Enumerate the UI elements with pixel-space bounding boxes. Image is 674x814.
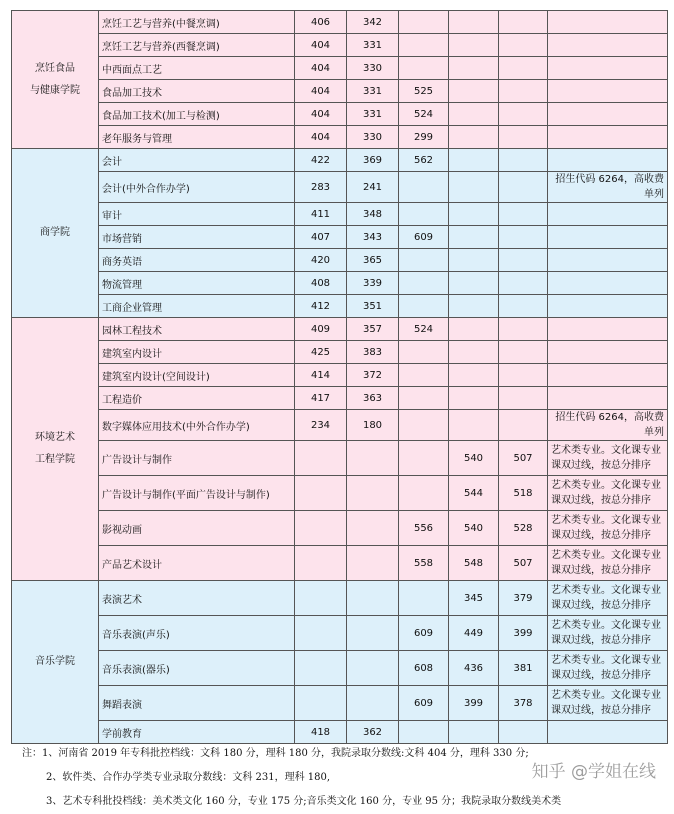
score-cell bbox=[499, 721, 548, 744]
note-cell bbox=[548, 149, 668, 172]
score-cell: 365 bbox=[347, 249, 399, 272]
score-cell: 404 bbox=[295, 103, 347, 126]
major-cell: 审计 bbox=[99, 203, 295, 226]
table-row bbox=[12, 410, 668, 441]
table-row bbox=[12, 11, 668, 34]
major-cell: 老年服务与管理 bbox=[99, 126, 295, 149]
score-cell bbox=[399, 721, 449, 744]
table-row bbox=[12, 616, 668, 651]
score-cell: 331 bbox=[347, 34, 399, 57]
note-cell bbox=[548, 34, 668, 57]
major-cell: 烹饪工艺与营养(西餐烹调) bbox=[99, 34, 295, 57]
table-row bbox=[12, 476, 668, 511]
score-cell: 540 bbox=[449, 441, 499, 476]
table-row bbox=[12, 511, 668, 546]
score-cell bbox=[499, 126, 548, 149]
score-cell bbox=[449, 272, 499, 295]
score-cell bbox=[347, 441, 399, 476]
major-cell: 食品加工技术 bbox=[99, 80, 295, 103]
score-cell: 556 bbox=[399, 511, 449, 546]
score-cell: 418 bbox=[295, 721, 347, 744]
note-cell bbox=[548, 80, 668, 103]
score-cell: 525 bbox=[399, 80, 449, 103]
college-cell: 商学院 bbox=[12, 149, 99, 318]
major-cell: 影视动画 bbox=[99, 511, 295, 546]
major-cell: 数字媒体应用技术(中外合作办学) bbox=[99, 410, 295, 441]
major-cell: 会计 bbox=[99, 149, 295, 172]
note-cell bbox=[548, 226, 668, 249]
note-cell: 招生代码 6264，高收费单列 bbox=[548, 172, 668, 203]
note-cell bbox=[548, 272, 668, 295]
score-cell: 524 bbox=[399, 103, 449, 126]
table-row bbox=[12, 721, 668, 744]
major-cell: 建筑室内设计 bbox=[99, 341, 295, 364]
score-cell: 507 bbox=[499, 441, 548, 476]
score-cell: 406 bbox=[295, 11, 347, 34]
score-cell: 357 bbox=[347, 318, 399, 341]
score-cell bbox=[295, 616, 347, 651]
score-cell bbox=[295, 476, 347, 511]
score-cell: 241 bbox=[347, 172, 399, 203]
score-cell: 348 bbox=[347, 203, 399, 226]
footnote-3: 3、艺术专科批投档线：美术类文化 160 分，专业 175 分;音乐类文化 160 分，专业 95 分；我院录取分数线美术类 bbox=[46, 796, 562, 807]
note-cell bbox=[548, 203, 668, 226]
score-cell bbox=[449, 364, 499, 387]
score-cell: 544 bbox=[449, 476, 499, 511]
note-cell: 艺术类专业。文化课专业课双过线，按总分排序 bbox=[548, 546, 668, 581]
note-cell bbox=[548, 341, 668, 364]
score-cell bbox=[499, 387, 548, 410]
score-cell bbox=[499, 149, 548, 172]
score-cell: 558 bbox=[399, 546, 449, 581]
score-cell bbox=[499, 272, 548, 295]
score-cell bbox=[399, 410, 449, 441]
major-cell: 中西面点工艺 bbox=[99, 57, 295, 80]
major-cell: 表演艺术 bbox=[99, 581, 295, 616]
score-cell: 528 bbox=[499, 511, 548, 546]
table-row bbox=[12, 226, 668, 249]
table-row bbox=[12, 387, 668, 410]
score-cell: 330 bbox=[347, 126, 399, 149]
score-cell bbox=[399, 476, 449, 511]
score-cell: 414 bbox=[295, 364, 347, 387]
score-cell bbox=[399, 203, 449, 226]
score-cell bbox=[499, 80, 548, 103]
score-cell bbox=[499, 364, 548, 387]
score-cell: 609 bbox=[399, 616, 449, 651]
score-cell: 409 bbox=[295, 318, 347, 341]
score-cell: 562 bbox=[399, 149, 449, 172]
score-cell bbox=[399, 272, 449, 295]
score-cell bbox=[347, 686, 399, 721]
score-cell bbox=[399, 57, 449, 80]
watermark: 知乎 @学姐在线 bbox=[531, 762, 656, 782]
score-cell: 540 bbox=[449, 511, 499, 546]
score-cell bbox=[449, 103, 499, 126]
major-cell: 工商企业管理 bbox=[99, 295, 295, 318]
score-cell bbox=[295, 511, 347, 546]
score-cell bbox=[347, 581, 399, 616]
score-cell bbox=[399, 249, 449, 272]
score-cell bbox=[295, 441, 347, 476]
major-cell: 烹饪工艺与营养(中餐烹调) bbox=[99, 11, 295, 34]
score-cell: 331 bbox=[347, 103, 399, 126]
score-cell bbox=[399, 11, 449, 34]
note-cell: 艺术类专业。文化课专业课双过线，按总分排序 bbox=[548, 581, 668, 616]
score-cell: 404 bbox=[295, 126, 347, 149]
score-cell bbox=[449, 387, 499, 410]
score-cell: 524 bbox=[399, 318, 449, 341]
score-cell bbox=[449, 721, 499, 744]
score-cell: 408 bbox=[295, 272, 347, 295]
score-cell bbox=[499, 103, 548, 126]
score-cell bbox=[499, 295, 548, 318]
score-cell bbox=[449, 341, 499, 364]
note-cell bbox=[548, 103, 668, 126]
note-cell: 艺术类专业。文化课专业课双过线，按总分排序 bbox=[548, 686, 668, 721]
score-cell bbox=[295, 651, 347, 686]
college-cell: 环境艺术 工程学院 bbox=[12, 318, 99, 581]
score-cell bbox=[499, 172, 548, 203]
score-cell bbox=[449, 249, 499, 272]
score-cell: 342 bbox=[347, 11, 399, 34]
major-cell: 商务英语 bbox=[99, 249, 295, 272]
score-cell bbox=[499, 249, 548, 272]
top-strip bbox=[0, 0, 674, 10]
major-cell: 园林工程技术 bbox=[99, 318, 295, 341]
score-cell bbox=[449, 318, 499, 341]
score-cell: 609 bbox=[399, 226, 449, 249]
table-row bbox=[12, 103, 668, 126]
score-cell: 425 bbox=[295, 341, 347, 364]
note-cell bbox=[548, 295, 668, 318]
table-row bbox=[12, 441, 668, 476]
note-cell bbox=[548, 364, 668, 387]
score-cell bbox=[399, 295, 449, 318]
table-row bbox=[12, 341, 668, 364]
score-cell: 412 bbox=[295, 295, 347, 318]
table-row bbox=[12, 546, 668, 581]
score-cell: 351 bbox=[347, 295, 399, 318]
score-cell: 339 bbox=[347, 272, 399, 295]
score-cell: 518 bbox=[499, 476, 548, 511]
table-row bbox=[12, 34, 668, 57]
score-cell: 331 bbox=[347, 80, 399, 103]
score-cell bbox=[499, 203, 548, 226]
score-cell bbox=[295, 581, 347, 616]
major-cell: 物流管理 bbox=[99, 272, 295, 295]
table-row bbox=[12, 364, 668, 387]
major-cell: 学前教育 bbox=[99, 721, 295, 744]
note-cell: 艺术类专业。文化课专业课双过线，按总分排序 bbox=[548, 616, 668, 651]
note-cell: 招生代码 6264，高收费单列 bbox=[548, 410, 668, 441]
score-cell: 378 bbox=[499, 686, 548, 721]
score-cell bbox=[449, 57, 499, 80]
table-row bbox=[12, 126, 668, 149]
score-cell bbox=[399, 34, 449, 57]
table-row bbox=[12, 203, 668, 226]
note-cell: 艺术类专业。文化课专业课双过线，按总分排序 bbox=[548, 476, 668, 511]
score-cell: 345 bbox=[449, 581, 499, 616]
major-cell: 会计(中外合作办学) bbox=[99, 172, 295, 203]
footnote-1: 注：1、河南省 2019 年专科批控档线：文科 180 分，理科 180 分，我院录取分数线:文科 404 分，理科 330 分; bbox=[22, 748, 529, 759]
table-row bbox=[12, 651, 668, 686]
major-cell: 建筑室内设计(空间设计) bbox=[99, 364, 295, 387]
major-cell: 市场营销 bbox=[99, 226, 295, 249]
table-row bbox=[12, 581, 668, 616]
score-cell bbox=[399, 341, 449, 364]
score-cell bbox=[449, 203, 499, 226]
score-cell: 381 bbox=[499, 651, 548, 686]
score-cell bbox=[347, 511, 399, 546]
score-cell: 507 bbox=[499, 546, 548, 581]
table-row bbox=[12, 80, 668, 103]
college-cell: 烹饪食品 与健康学院 bbox=[12, 11, 99, 149]
table-row bbox=[12, 149, 668, 172]
score-cell bbox=[347, 546, 399, 581]
note-cell bbox=[548, 249, 668, 272]
score-cell: 369 bbox=[347, 149, 399, 172]
table-body bbox=[12, 11, 668, 744]
score-cell bbox=[295, 546, 347, 581]
score-cell: 608 bbox=[399, 651, 449, 686]
table-row bbox=[12, 249, 668, 272]
note-cell bbox=[548, 126, 668, 149]
score-cell: 449 bbox=[449, 616, 499, 651]
score-cell bbox=[499, 226, 548, 249]
score-cell: 407 bbox=[295, 226, 347, 249]
score-cell bbox=[399, 172, 449, 203]
score-cell bbox=[347, 616, 399, 651]
score-cell bbox=[399, 364, 449, 387]
score-cell bbox=[449, 126, 499, 149]
score-cell bbox=[449, 172, 499, 203]
score-cell: 372 bbox=[347, 364, 399, 387]
score-cell: 404 bbox=[295, 57, 347, 80]
score-cell bbox=[399, 387, 449, 410]
major-cell: 音乐表演(器乐) bbox=[99, 651, 295, 686]
college-cell: 音乐学院 bbox=[12, 581, 99, 744]
note-cell bbox=[548, 318, 668, 341]
table-row bbox=[12, 272, 668, 295]
score-cell: 422 bbox=[295, 149, 347, 172]
note-cell bbox=[548, 11, 668, 34]
note-cell: 艺术类专业。文化课专业课双过线，按总分排序 bbox=[548, 441, 668, 476]
note-cell bbox=[548, 387, 668, 410]
major-cell: 工程造价 bbox=[99, 387, 295, 410]
score-cell: 363 bbox=[347, 387, 399, 410]
note-cell: 艺术类专业。文化课专业课双过线，按总分排序 bbox=[548, 651, 668, 686]
score-cell: 330 bbox=[347, 57, 399, 80]
major-cell: 广告设计与制作 bbox=[99, 441, 295, 476]
score-cell: 404 bbox=[295, 34, 347, 57]
score-cell bbox=[347, 476, 399, 511]
score-cell bbox=[449, 295, 499, 318]
major-cell: 广告设计与制作(平面广告设计与制作) bbox=[99, 476, 295, 511]
score-cell: 411 bbox=[295, 203, 347, 226]
score-cell bbox=[399, 581, 449, 616]
table-row bbox=[12, 57, 668, 80]
score-cell: 404 bbox=[295, 80, 347, 103]
score-cell: 299 bbox=[399, 126, 449, 149]
score-cell bbox=[499, 57, 548, 80]
note-cell: 艺术类专业。文化课专业课双过线，按总分排序 bbox=[548, 511, 668, 546]
score-cell bbox=[347, 651, 399, 686]
score-cell bbox=[499, 341, 548, 364]
score-cell bbox=[399, 441, 449, 476]
table-row bbox=[12, 686, 668, 721]
score-cell bbox=[499, 34, 548, 57]
major-cell: 音乐表演(声乐) bbox=[99, 616, 295, 651]
score-cell bbox=[449, 149, 499, 172]
admission-score-table bbox=[11, 10, 668, 744]
score-cell bbox=[295, 686, 347, 721]
score-cell bbox=[499, 410, 548, 441]
score-cell: 609 bbox=[399, 686, 449, 721]
score-cell: 383 bbox=[347, 341, 399, 364]
score-cell: 379 bbox=[499, 581, 548, 616]
note-cell bbox=[548, 721, 668, 744]
score-cell: 548 bbox=[449, 546, 499, 581]
table-row bbox=[12, 172, 668, 203]
score-cell: 420 bbox=[295, 249, 347, 272]
score-cell bbox=[449, 410, 499, 441]
table-row bbox=[12, 318, 668, 341]
table-row bbox=[12, 295, 668, 318]
note-cell bbox=[548, 57, 668, 80]
major-cell: 舞蹈表演 bbox=[99, 686, 295, 721]
score-cell bbox=[449, 11, 499, 34]
score-cell bbox=[449, 80, 499, 103]
score-cell: 343 bbox=[347, 226, 399, 249]
score-cell: 417 bbox=[295, 387, 347, 410]
score-cell bbox=[499, 318, 548, 341]
score-cell bbox=[449, 226, 499, 249]
score-cell: 283 bbox=[295, 172, 347, 203]
score-cell: 234 bbox=[295, 410, 347, 441]
score-cell: 436 bbox=[449, 651, 499, 686]
score-cell bbox=[499, 11, 548, 34]
score-cell: 399 bbox=[449, 686, 499, 721]
score-cell: 180 bbox=[347, 410, 399, 441]
score-cell bbox=[449, 34, 499, 57]
score-cell: 362 bbox=[347, 721, 399, 744]
major-cell: 食品加工技术(加工与检测) bbox=[99, 103, 295, 126]
footnote-2: 2、软件类、合作办学类专业录取分数线：文科 231，理科 180, bbox=[46, 772, 331, 783]
major-cell: 产品艺术设计 bbox=[99, 546, 295, 581]
score-cell: 399 bbox=[499, 616, 548, 651]
